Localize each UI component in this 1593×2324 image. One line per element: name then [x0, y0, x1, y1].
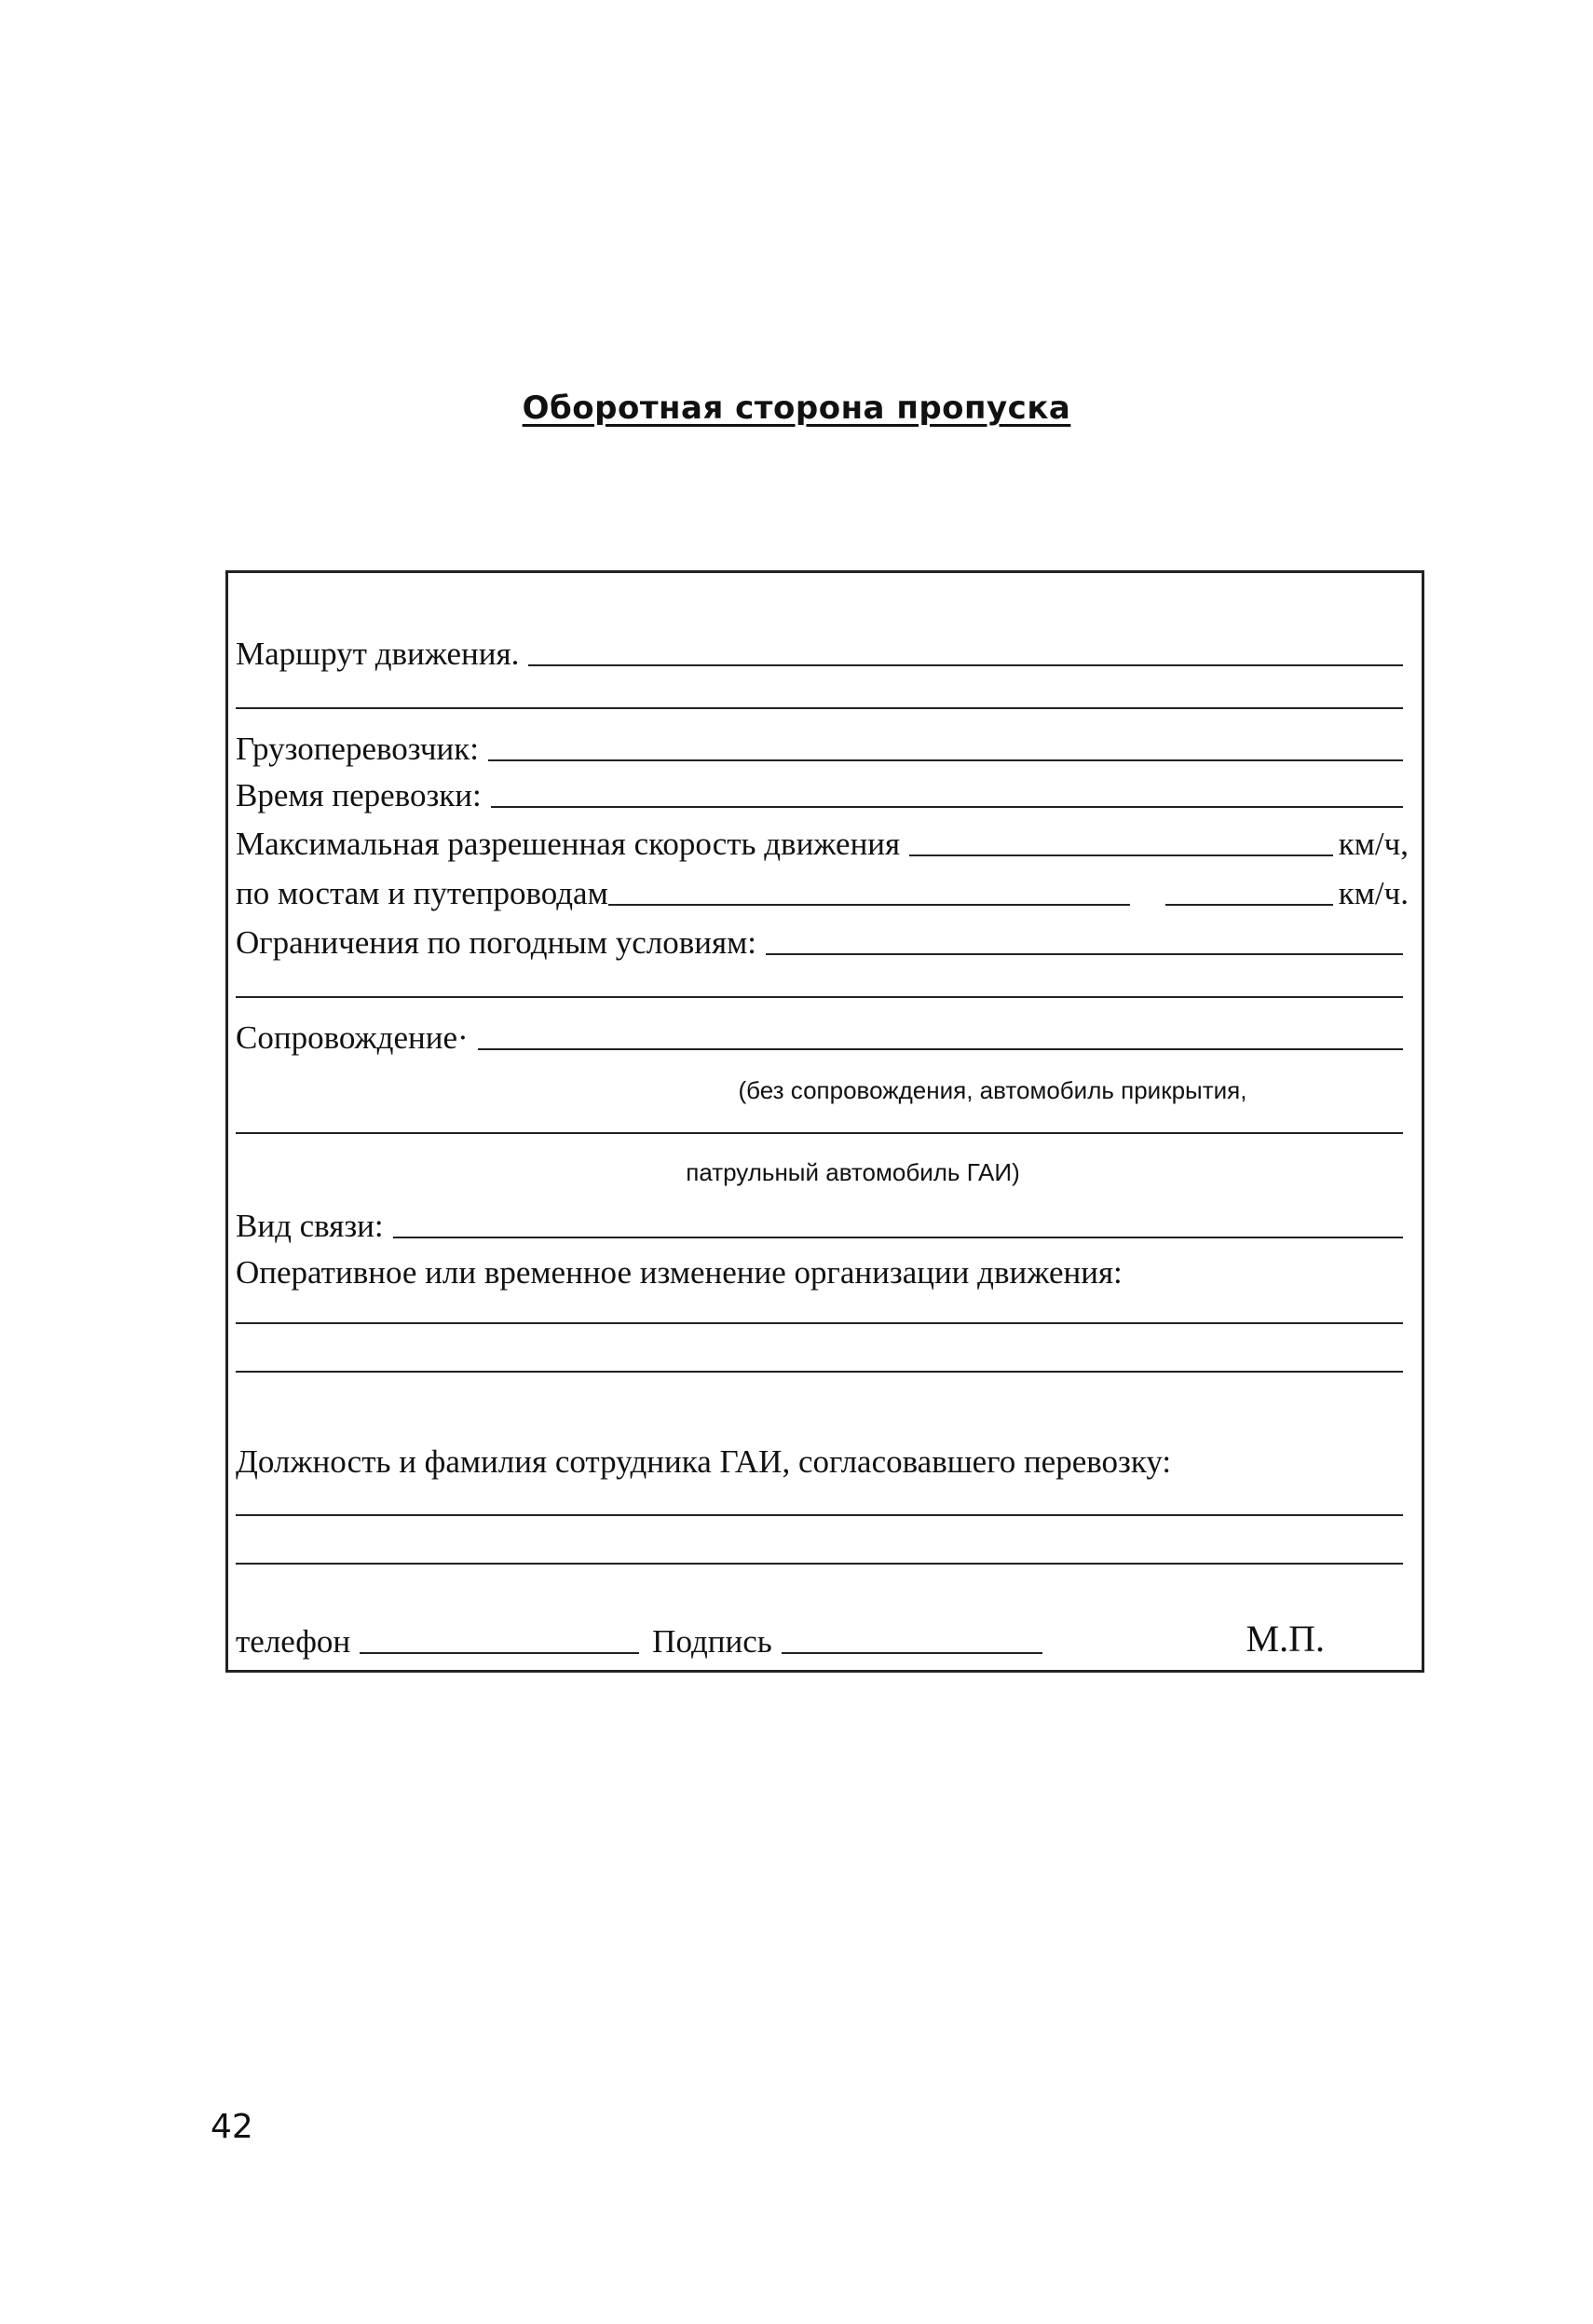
officer-row [236, 1435, 1409, 1480]
route-row [236, 627, 1409, 672]
stamp-label: М.П. [1246, 1618, 1325, 1660]
comm-row [236, 1199, 1409, 1244]
weather-field-line-2[interactable] [236, 996, 1403, 998]
speed-unit-1: км/ч, [1338, 826, 1409, 862]
comm-field[interactable] [393, 1237, 1403, 1238]
max-speed-field[interactable] [909, 854, 1333, 856]
bridges-speed-field[interactable] [1165, 904, 1333, 906]
route-label: Маршрут движения. [236, 636, 520, 672]
time-label: Время перевозки: [236, 777, 482, 813]
carrier-field[interactable] [488, 759, 1403, 761]
escort-row [236, 1011, 1409, 1056]
escort-note-2: патрульный автомобиль ГАИ) [686, 1158, 1020, 1186]
signature-field[interactable] [782, 1652, 1042, 1654]
bridges-field[interactable] [608, 904, 1130, 906]
weather-field[interactable] [766, 953, 1403, 955]
signature-row [236, 1615, 1409, 1660]
phone-field[interactable] [360, 1652, 639, 1654]
weather-row [236, 916, 1409, 961]
change-field-line-2[interactable] [236, 1371, 1403, 1373]
route-field[interactable] [528, 664, 1403, 666]
phone-label: телефон [236, 1623, 351, 1660]
pass-back-form [225, 570, 1424, 1673]
officer-field-line-1[interactable] [236, 1514, 1403, 1516]
comm-label: Вид связи: [236, 1208, 384, 1244]
weather-label: Ограничения по погодным условиям: [236, 924, 756, 961]
max-speed-row [236, 817, 1409, 862]
page-number: 42 [211, 2108, 253, 2146]
change-row [236, 1246, 1409, 1291]
carrier-label: Грузоперевозчик: [236, 731, 479, 767]
officer-label: Должность и фамилия сотрудника ГАИ, согласовавшего перевозку: [236, 1443, 1172, 1480]
time-row [236, 769, 1409, 813]
escort-note-1: (без сопровождения, автомобиль прикрытия, [738, 1076, 1247, 1104]
route-field-line-2[interactable] [236, 707, 1403, 709]
change-label: Оперативное или временное изменение организации движения: [236, 1254, 1123, 1291]
escort-field-line-2[interactable] [236, 1132, 1403, 1134]
officer-field-line-2[interactable] [236, 1563, 1403, 1565]
speed-unit-2: км/ч. [1338, 875, 1409, 911]
bridges-label: по мостам и путепроводам [236, 875, 608, 911]
escort-field[interactable] [478, 1048, 1403, 1050]
carrier-row [236, 722, 1409, 767]
change-field-line-1[interactable] [236, 1322, 1403, 1324]
time-field[interactable] [491, 806, 1403, 808]
page-title: Оборотная сторона пропуска [522, 390, 1071, 427]
signature-label: Подпись [652, 1623, 772, 1660]
escort-label: Сопровождение· [236, 1019, 469, 1056]
bridges-row [236, 867, 1409, 911]
max-speed-label: Максимальная разрешенная скорость движения [236, 826, 901, 862]
